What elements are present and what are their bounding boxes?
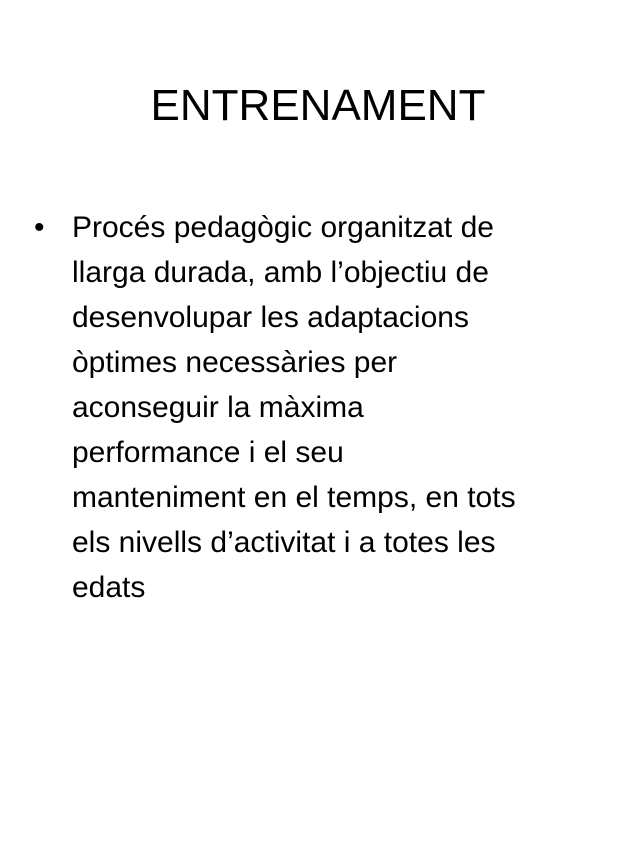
bullet-marker: • [34,211,45,244]
bullet-line: manteniment en el temps, en tots [72,481,516,514]
bullet-line: aconseguir la màxima [72,391,364,424]
bullet-line: edats [72,571,146,604]
bullet-list [30,205,610,610]
bullet-line: llarga durada, amb l’objectiu de [72,256,489,289]
bullet-item [30,205,610,610]
bullet-text [72,205,610,610]
bullet-line: els nivells d’activitat i a totes les [72,526,496,559]
slide-title: ENTRENAMENT [150,81,486,130]
bullet-line: òptimes necessàries per [72,346,398,379]
bullet-line: Procés pedagògic organitzat de [72,211,494,244]
bullet-line: performance i el seu [72,436,344,469]
bullet-line: desenvolupar les adaptacions [72,301,469,334]
